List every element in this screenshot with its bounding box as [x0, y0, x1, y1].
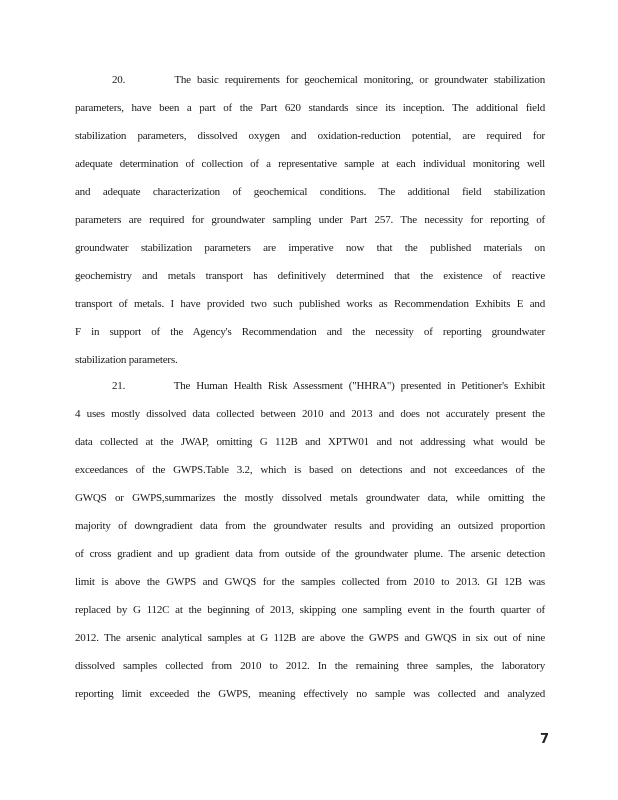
paragraph-20-line-9: transport of metals. I have provided two such published works as Recommendation Exhibits E and [75, 298, 545, 310]
page-number: 7 [540, 732, 550, 747]
paragraph-21-line-3: data collected at the JWAP, omitting G 112B and XPTW01 and not addressing what would be [75, 436, 545, 448]
paragraph-20-number: 20. [112, 74, 126, 86]
paragraph-21-line-11: dissolved samples collected from 2010 to 2012. In the remaining three samples, the laboratory [75, 660, 545, 672]
paragraph-21-line-4: exceedances of the GWPS.Table 3.2, which is based on detections and not exceedances of the [75, 464, 545, 476]
paragraph-21-number: 21. [112, 380, 126, 392]
paragraph-21-line-1: 21. The Human Health Risk Assessment ("HHRA") presented in Petitioner's Exhibit [112, 380, 545, 392]
paragraph-20-line-10: F in support of the Agency's Recommendation and the necessity of reporting groundwater [75, 326, 545, 338]
paragraph-20-line-7: groundwater stabilization parameters are imperative now that the published materials on [75, 242, 545, 254]
paragraph-20-line-11: stabilization parameters. [75, 354, 178, 366]
paragraph-20-line-3: stabilization parameters, dissolved oxygen and oxidation-reduction potential, are required for [75, 130, 545, 142]
paragraph-21-line-10: 2012. The arsenic analytical samples at G 112B are above the GWPS and GWQS in six out of nine [75, 632, 545, 644]
paragraph-20-line-5: and adequate characterization of geochemical conditions. The additional field stabilization [75, 186, 545, 198]
paragraph-20-line-2: parameters, have been a part of the Part 620 standards since its inception. The additional field [75, 102, 545, 114]
paragraph-21-line-2: 4 uses mostly dissolved data collected between 2010 and 2013 and does not accurately present the [75, 408, 545, 420]
paragraph-20-line-6: parameters are required for groundwater sampling under Part 257. The necessity for reporting of [75, 214, 545, 226]
paragraph-20-line-1: 20. The basic requirements for geochemical monitoring, or groundwater stabilization [112, 74, 546, 86]
paragraph-21-line-12: reporting limit exceeded the GWPS, meaning effectively no sample was collected and analyzed [75, 688, 545, 700]
paragraph-20-line-4: adequate determination of collection of a representative sample at each individual monitoring well [75, 158, 545, 170]
paragraph-20-line-8: geochemistry and metals transport has definitively determined that the existence of reactive [75, 270, 545, 282]
paragraph-21-line-8: limit is above the GWPS and GWQS for the samples collected from 2010 to 2013. GI 12B was [75, 576, 545, 588]
paragraph-21-line-6: majority of downgradient data from the groundwater results and providing an outsized proportion [75, 520, 545, 532]
paragraph-21-line-5: GWQS or GWPS,summarizes the mostly dissolved metals groundwater data, while omitting the [75, 492, 545, 504]
paragraph-21-line-9: replaced by G 112C at the beginning of 2013, skipping one sampling event in the fourth quarter of [75, 604, 545, 616]
paragraph-21-line-7: of cross gradient and up gradient data from outside of the groundwater plume. The arsenic detection [75, 548, 545, 560]
